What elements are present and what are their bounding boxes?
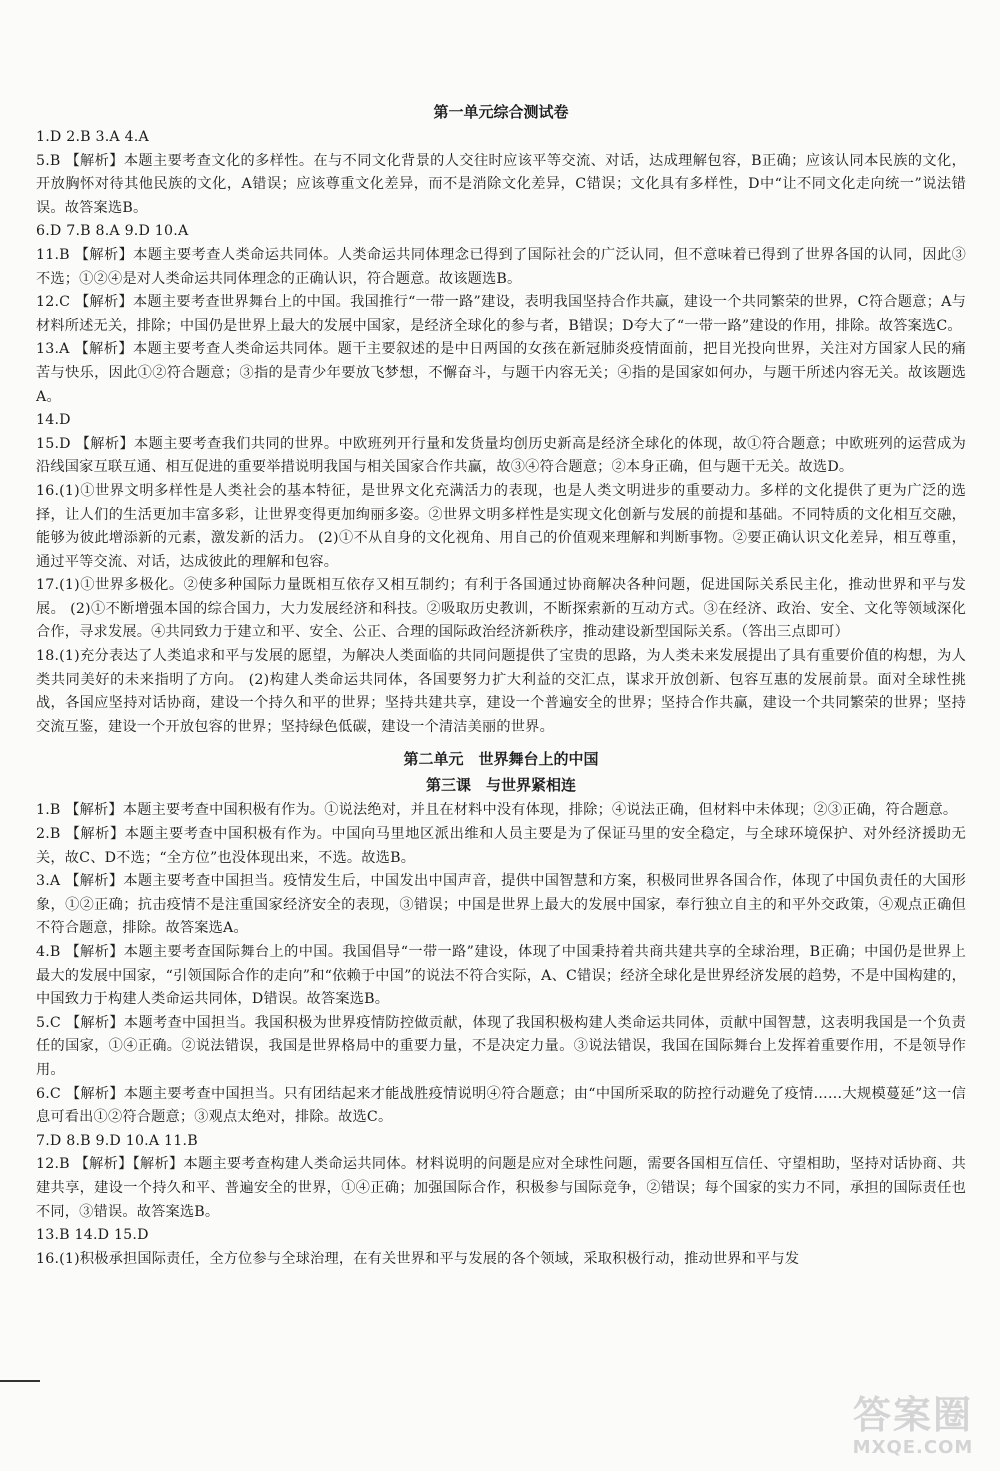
answer-line: 12.B 【解析】【解析】本题主要考查构建人类命运共同体。材料说明的问题是应对全球性问题，需要各国相互信任、守望相助，坚持对话协商、共建共享，建设一个持久和平、普遍安全的世界，①④正确；加强国际合作，积极参与国际竞争，②错误；每个国家的实力不同，承担的国际责任也不同，③错误。故答案选B。	[36, 1156, 966, 1220]
answer-line: 5.B 【解析】本题主要考查文化的多样性。在与不同文化背景的人交往时应该平等交流、对话，达成理解包容，B正确；应该认同本民族的文化，开放胸怀对待其他民族的文化，A错误；应该尊重文化差异，而不是消除文化差异，C错误；文化具有多样性，D中“让不同文化走向统一”说法错误。故答案选B。	[36, 152, 966, 216]
answer-line: 1.B 【解析】本题主要考查中国积极有作为。①说法绝对，并且在材料中没有体现，排除；④说法正确，但材料中未体现；②③正确，符合题意。	[36, 802, 958, 819]
answer-line: 4.B 【解析】本题主要考查国际舞台上的中国。我国倡导“一带一路”建设，体现了中国秉持着共商共建共享的全球治理，B正确；中国仍是世界上最大的发展中国家，“引领国际合作的走向”和“依赖于中国”的说法不符合实际，A、C错误；经济全球化是世界经济发展的趋势，不是中国构建的，中国致力于构建人类命运共同体，D错误。故答案选B。	[36, 944, 966, 1008]
answer-line: 5.C 【解析】本题考查中国担当。我国积极为世界疫情防控做贡献，体现了我国积极构建人类命运共同体，贡献中国智慧，这表明我国是一个负责任的国家，①④正确。②说法错误，我国是世界格局中的重要力量，不是决定力量。③说法错误，我国在国际舞台上发挥着重要作用，不是领导作用。	[36, 1014, 966, 1078]
answer-line: 16.(1)积极承担国际责任，全方位参与全球治理，在有关世界和平与发展的各个领域，采取积极行动，推动世界和平与发	[36, 1250, 800, 1267]
answer-line: 6.D 7.B 8.A 9.D 10.A	[36, 223, 189, 240]
answer-line: 3.A 【解析】本题主要考查中国担当。疫情发生后，中国发出中国声音，提供中国智慧和方案，积极同世界各国合作，体现了中国负责任的大国形象，①②正确；抗击疫情不是注重国家经济安全的表现，③错误；中国是世界上最大的发展中国家，奉行独立自主的和平外交政策，④观点正确但不符合题意，排除。故答案选A。	[36, 873, 966, 937]
answer-line: 12.C 【解析】本题主要考查世界舞台上的中国。我国推行“一带一路”建设，表明我国坚持合作共赢，建设一个共同繁荣的世界，C符合题意；A与材料所述无关，排除；中国仍是世界上最大的发展中国家，是经济全球化的参与者，B错误；D夸大了“一带一路”建设的作用，排除。故答案选C。	[36, 294, 966, 334]
answer-line: 16.(1)①世界文明多样性是人类社会的基本特征，是世界文化充满活力的表现，也是人类文明进步的重要动力。多样的文化提供了更为广泛的选择，让人们的生活更加丰富多彩，让世界变得更加绚丽多姿。②世界文明多样性是实现文化创新与发展的前提和基础。不同特质的文化相互交融，能够为彼此增添新的元素，激发新的活力。 (2)①不从自身的文化视角、用自己的价值观来理解和判断事物。②要正确认识文化差异，相互尊重，通过平等交流、对话，达成彼此的理解和包容。	[36, 482, 966, 570]
section2-title: 第二单元 世界舞台上的中国	[403, 750, 599, 769]
answer-line: 15.D 【解析】本题主要考查我们共同的世界。中欧班列开行量和发货量均创历史新高是经济全球化的体现，故①符合题意；中欧班列的运营成为沿线国家互联互通、相互促进的重要举措说明我国与相关国家合作共赢，故③④符合题意；②本身正确，但与题干无关。故选D。	[36, 435, 966, 476]
answer-line: 1.D 2.B 3.A 4.A	[36, 129, 149, 145]
answer-line: 14.D	[36, 412, 71, 429]
answer-line: 2.B 【解析】本题主要考查中国积极有作为。中国向马里地区派出维和人员主要是为了保证马里的安全稳定，与全球环境保护、对外经济援助无关，故C、D不选；“全方位”也没体现出来，不选。故选B。	[36, 826, 966, 866]
section2-body	[36, 799, 966, 1271]
bottom-rule	[0, 1380, 40, 1382]
watermark-logo-text: 答案圈	[852, 1393, 973, 1437]
answer-line: 6.C 【解析】本题主要考查中国担当。只有团结起来才能战胜疫情说明④符合题意；由“中国所采取的防控行动避免了疫情……大规模蔓延”这一信息可看出①②符合题意；③观点太绝对，排除。故选C。	[36, 1085, 966, 1126]
watermark-url: MXQE.COM	[852, 1437, 974, 1458]
section1-body	[36, 126, 966, 739]
answer-line: 17.(1)①世界多极化。②使多种国际力量既相互依存又相互制约；有利于各国通过协商解决各种问题，促进国际关系民主化，推动世界和平与发展。 (2)①不断增强本国的综合国力，大力发展经济和科技。②吸取历史教训，不断探索新的互动方式。③在经济、政治、安全、文化等领域深化合作，寻求发展。④共同致力于建立和平、安全、公正、合理的国际政治经济新秩序，推动建设新型国际关系。（答出三点即可）	[36, 577, 966, 641]
answer-line: 18.(1)充分表达了人类追求和平与发展的愿望，为解决人类面临的共同问题提供了宝贵的思路，为人类未来发展提出了具有重要价值的构想，为人类共同美好的未来指明了方向。 (2)构建人类命运共同体，各国要努力扩大利益的交汇点，谋求开放创新、包容互惠的发展前景。面对全球性挑战，各国应坚持对话协商，建设一个持久和平的世界；坚持共建共享，建设一个普遍安全的世界；坚持合作共赢，建设一个共同繁荣的世界；坚持交流互鉴，建设一个开放包容的世界；坚持绿色低碳，建设一个清洁美丽的世界。	[36, 648, 966, 735]
section1-title: 第一单元综合测试卷	[433, 103, 569, 121]
answer-line: 13.A 【解析】本题主要考查人类命运共同体。题干主要叙述的是中日两国的女孩在新冠肺炎疫情面前，把目光投向世界，关注对方国家人民的痛苦与快乐，因此①②符合题意；③指的是青少年要放飞梦想，不懈奋斗，与题干内容无关；④指的是国家如何办，与题干所述内容无关。故该题选A。	[36, 341, 966, 405]
answer-page	[36, 98, 966, 1271]
section2-subtitle: 第三课 与世界紧相连	[425, 776, 576, 795]
watermark	[838, 1393, 988, 1463]
answer-line: 13.B 14.D 15.D	[36, 1227, 149, 1244]
answer-line: 7.D 8.B 9.D 10.A 11.B	[36, 1132, 198, 1149]
answer-line: 11.B 【解析】本题主要考查人类命运共同体。人类命运共同体理念已得到了国际社会的广泛认同，但不意味着已得到了世界各国的认同，因此③不选；①②④是对人类命运共同体理念的正确认识，符合题意。故该题选B。	[36, 246, 966, 287]
